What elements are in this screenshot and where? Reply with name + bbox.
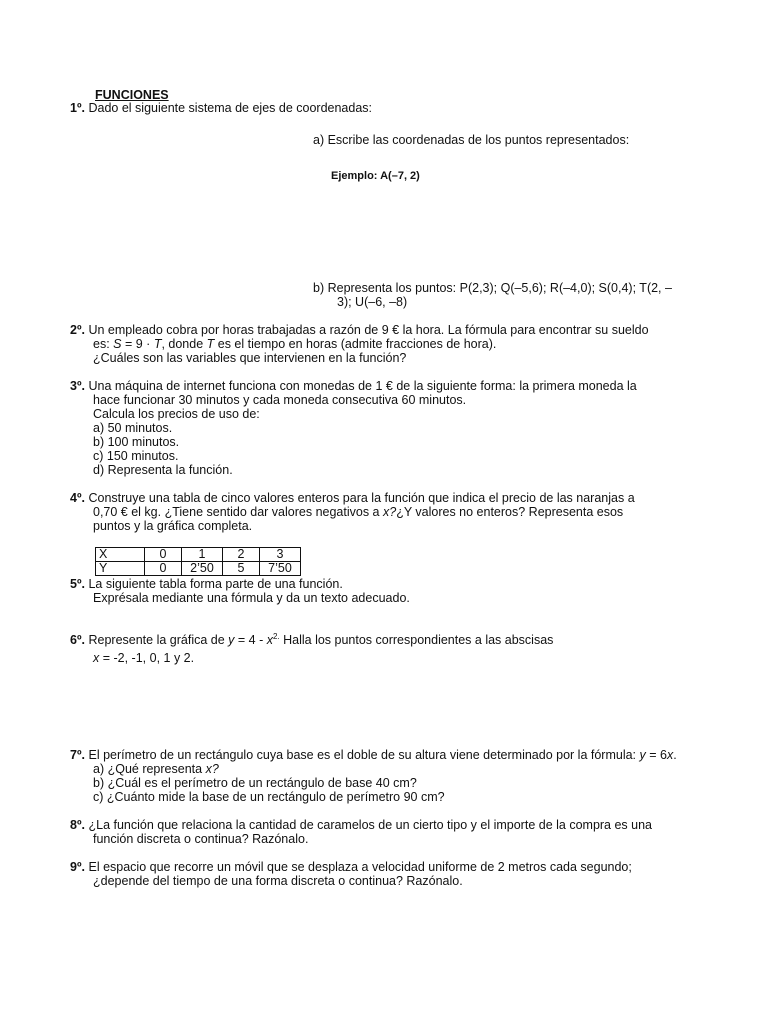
- question-3-line1: [70, 379, 637, 393]
- table-cell: 7’50: [260, 562, 301, 576]
- question-7-number: 7º.: [70, 748, 85, 762]
- question-6-text: Represente la gráfica de: [88, 633, 229, 647]
- question-1-text: Dado el siguiente sistema de ejes de coordenadas:: [88, 101, 372, 115]
- table-row: [96, 548, 301, 562]
- equation-middle: = 4 -: [234, 633, 267, 647]
- variable-s: S: [113, 337, 122, 351]
- question-7a-text: a) ¿Qué representa: [93, 762, 206, 776]
- question-2-number: 2º.: [70, 323, 85, 337]
- value-table: [95, 547, 301, 576]
- question-9-text: El espacio que recorre un móvil que se desplaza a velocidad uniforme de 2 metros cada segundo;: [88, 860, 632, 874]
- question-1: [70, 101, 372, 115]
- variable-y: y: [639, 748, 646, 762]
- variable-x: x?: [382, 505, 397, 519]
- question-2-line2: [93, 337, 496, 351]
- formula-end: .: [673, 748, 677, 762]
- question-8-line1: [70, 818, 652, 832]
- question-6-text-rest: Halla los puntos correspondientes a las abscisas: [279, 633, 554, 647]
- table-cell: 2: [223, 548, 260, 562]
- question-1-example: Ejemplo: A(–7, 2): [331, 170, 420, 182]
- variable-x: x?: [205, 762, 219, 776]
- question-3-line2: hace funcionar 30 minutos y cada moneda consecutiva 60 minutos.: [93, 393, 467, 407]
- variable-x: x: [666, 748, 674, 762]
- variable-x: x: [93, 651, 100, 665]
- question-7-line1: [70, 748, 677, 762]
- table-cell: 0: [145, 548, 182, 562]
- question-2-line1: [70, 323, 649, 337]
- question-3-line3: Calcula los precios de uso de:: [93, 407, 260, 421]
- table-cell: Y: [96, 562, 145, 576]
- table-cell: 0: [145, 562, 182, 576]
- question-8-number: 8º.: [70, 818, 85, 832]
- question-9-line1: [70, 860, 632, 874]
- question-6-number: 6º.: [70, 633, 85, 647]
- question-5-line1: [70, 577, 343, 591]
- question-7c: c) ¿Cuánto mide la base de un rectángulo de perímetro 90 cm?: [93, 790, 445, 804]
- question-1-number: 1º.: [70, 101, 85, 115]
- question-4-number: 4º.: [70, 491, 85, 505]
- question-1b-line1: b) Representa los puntos: P(2,3); Q(–5,6); R(–4,0); S(0,4); T(2, –: [313, 281, 672, 295]
- question-7b: b) ¿Cuál es el perímetro de un rectángulo de base 40 cm?: [93, 776, 417, 790]
- formula-middle: = 6: [645, 748, 667, 762]
- table-cell: X: [96, 548, 145, 562]
- question-5-line2: Exprésala mediante una fórmula y da un texto adecuado.: [93, 591, 410, 605]
- question-3-number: 3º.: [70, 379, 85, 393]
- table-cell: 2’50: [182, 562, 223, 576]
- question-4-text: Construye una tabla de cinco valores enteros para la función que indica el precio de las naranjas a: [88, 491, 635, 505]
- question-3d: d) Representa la función.: [93, 463, 233, 477]
- question-4-line2-rest: ¿Y valores no enteros? Representa esos: [396, 505, 624, 519]
- table-cell: 5: [223, 562, 260, 576]
- question-2-line3: ¿Cuáles son las variables que intervienen en la función?: [93, 351, 407, 365]
- variable-y: y: [228, 633, 235, 647]
- table-cell: 3: [260, 548, 301, 562]
- formula-prefix: es:: [93, 337, 114, 351]
- question-6-line1: [70, 633, 553, 647]
- question-6-line2: [93, 651, 194, 665]
- question-2-text: Un empleado cobra por horas trabajadas a razón de 9 € la hora. La fórmula para encontrar su sueldo: [88, 323, 649, 337]
- question-3-text: Una máquina de internet funciona con monedas de 1 € de la siguiente forma: la primera moneda la: [88, 379, 637, 393]
- question-3a: a) 50 minutos.: [93, 421, 173, 435]
- question-5-text: La siguiente tabla forma parte de una función.: [88, 577, 343, 591]
- page-title: FUNCIONES: [95, 88, 169, 102]
- table-cell: 1: [182, 548, 223, 562]
- exponent: 2.: [272, 632, 280, 641]
- question-3b: b) 100 minutos.: [93, 435, 180, 449]
- question-3c: c) 150 minutos.: [93, 449, 179, 463]
- abscissa-values: = -2, -1, 0, 1 y 2.: [99, 651, 195, 665]
- question-8-text: ¿La función que relaciona la cantidad de caramelos de un cierto tipo y el importe de la compra es una: [88, 818, 653, 832]
- question-9-line2: ¿depende del tiempo de una forma discreta o continua? Razónalo.: [93, 874, 463, 888]
- question-4-line2-text: 0,70 € el kg. ¿Tiene sentido dar valores negativos a: [93, 505, 383, 519]
- question-8-line2: función discreta o continua? Razónalo.: [93, 832, 309, 846]
- question-9-number: 9º.: [70, 860, 85, 874]
- question-7a: [93, 762, 219, 776]
- question-4-line1: [70, 491, 635, 505]
- formula-text: , donde: [161, 337, 207, 351]
- question-4-line2: [93, 505, 623, 519]
- formula-explanation: es el tiempo en horas (admite fracciones de hora).: [214, 337, 497, 351]
- question-5-number: 5º.: [70, 577, 85, 591]
- variable-t-2: T: [206, 337, 215, 351]
- question-1a: a) Escribe las coordenadas de los puntos representados:: [313, 133, 630, 147]
- formula-mid: = 9 ·: [121, 337, 154, 351]
- question-4-line3: puntos y la gráfica completa.: [93, 519, 253, 533]
- table-row: [96, 562, 301, 576]
- variable-x: x: [266, 633, 273, 647]
- question-1b-line2: 3); U(–6, –8): [337, 295, 408, 309]
- variable-t: T: [153, 337, 162, 351]
- question-7-text: El perímetro de un rectángulo cuya base es el doble de su altura viene determinado por la fórmula:: [88, 748, 640, 762]
